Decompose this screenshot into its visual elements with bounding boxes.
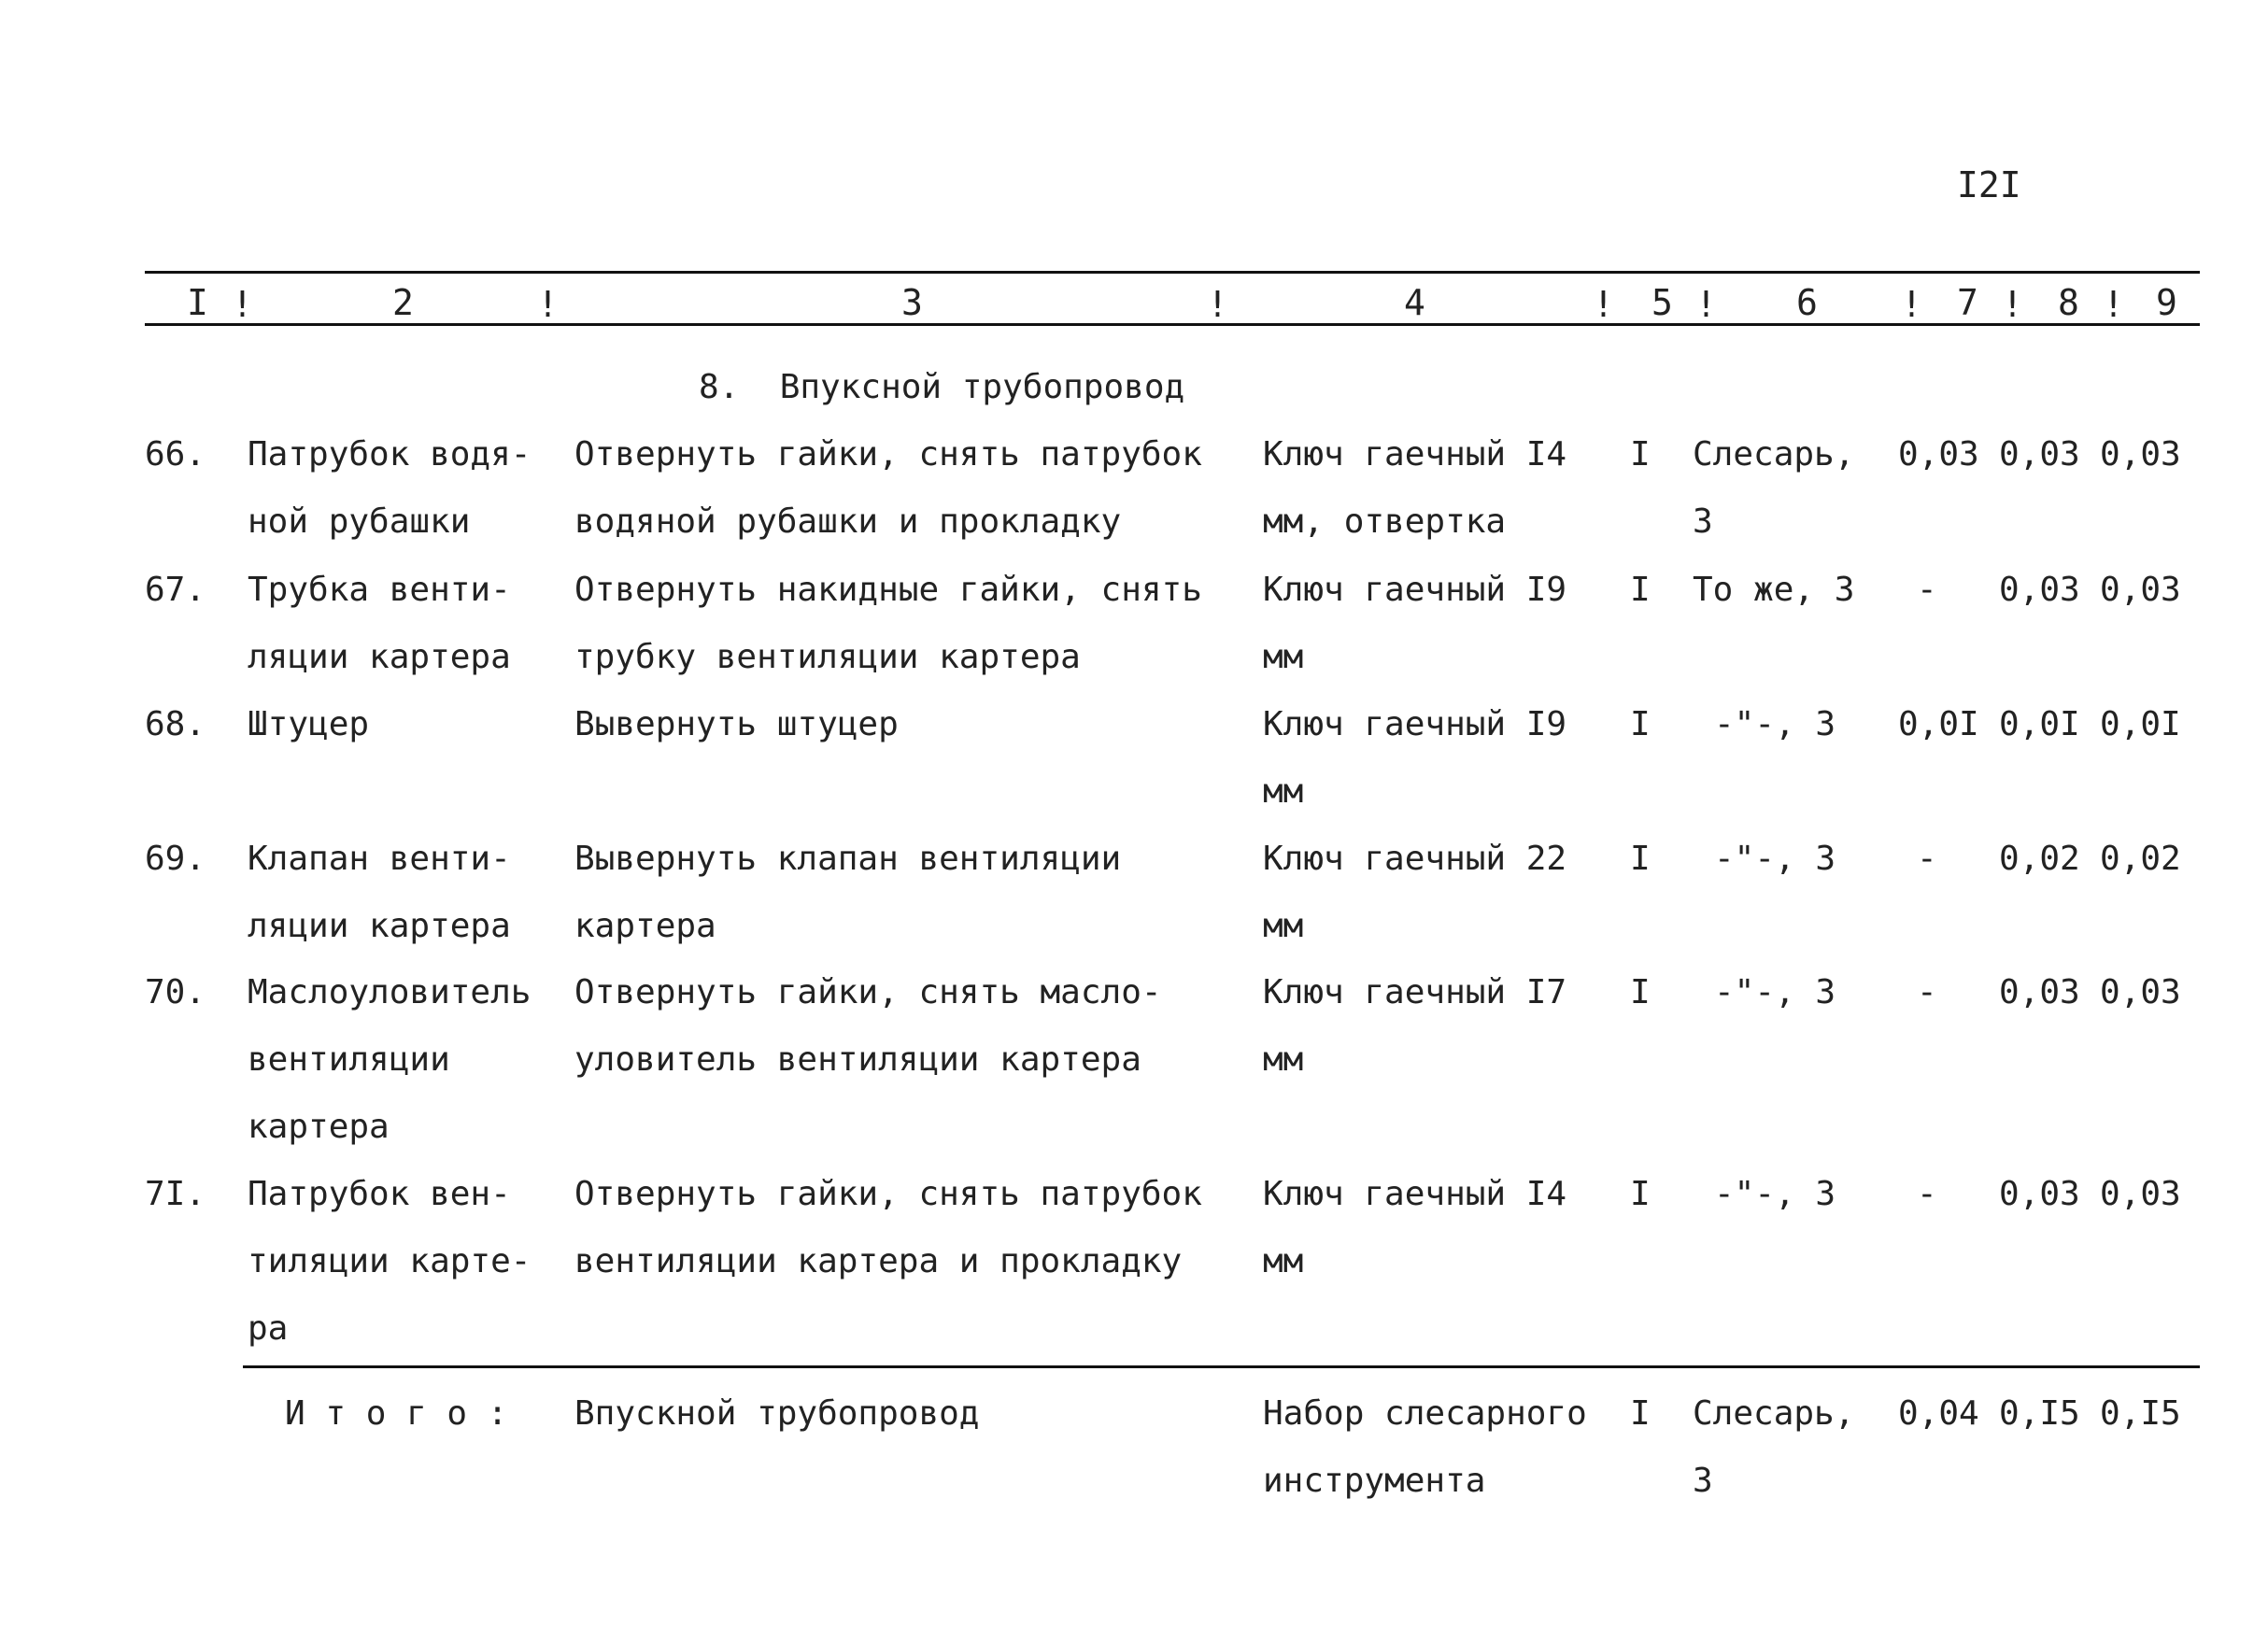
col5-value: I (1630, 1175, 1651, 1213)
row-number: 70. (145, 973, 206, 1011)
tool: Ключ гаечный I4 мм, отвертка (1263, 435, 1567, 541)
col9-value: 0,03 (2100, 571, 2181, 609)
total-operation: Впускной трубопровод (574, 1394, 980, 1433)
header-col-5: 5 (1651, 282, 1673, 323)
col5-value: I (1630, 973, 1651, 1011)
col8-value: 0,0I (1999, 705, 2080, 743)
col5-value: I (1630, 705, 1651, 743)
operation: Отвернуть накидные гайки, снять трубку вентиляции картера (574, 571, 1202, 676)
total-worker: Слесарь, 3 (1693, 1394, 1855, 1500)
col8-value: 0,02 (1999, 840, 2080, 878)
col8-value: 0,03 (1999, 435, 2080, 474)
row-number: 66. (145, 435, 206, 474)
page-number: I2I (1957, 164, 2021, 205)
col7-value: - (1917, 840, 1937, 878)
row-number: 7I. (145, 1175, 206, 1213)
col5-value: I (1630, 435, 1651, 474)
worker: -"-, 3 (1714, 840, 1836, 878)
col7-value: 0,0I (1898, 705, 1979, 743)
total-col9: 0,I5 (2100, 1394, 2181, 1433)
operation: Вывернуть клапан вентиляции картера (574, 840, 1122, 945)
header-separator: ! (1207, 284, 1228, 325)
worker: -"-, 3 (1714, 1175, 1836, 1213)
part-name: Клапан венти- ляции картера (248, 840, 511, 945)
header-col-4: 4 (1404, 282, 1425, 323)
col7-value: - (1917, 571, 1937, 609)
col9-value: 0,03 (2100, 1175, 2181, 1213)
header-col-8: 8 (2058, 282, 2079, 323)
worker: То же, 3 (1693, 571, 1855, 609)
worker: -"-, 3 (1714, 973, 1836, 1011)
header-separator: ! (537, 284, 559, 325)
part-name: Штуцер (248, 705, 370, 743)
col8-value: 0,03 (1999, 1175, 2080, 1213)
part-name: Трубка венти- ляции картера (248, 571, 511, 676)
header-col-6: 6 (1796, 282, 1818, 323)
part-name: Маслоуловитель вентиляции картера (248, 973, 532, 1146)
header-separator: ! (2103, 284, 2124, 325)
total-rule (243, 1365, 2200, 1368)
section-title: 8. Впуксной трубопровод (699, 368, 1185, 406)
header-separator: ! (1593, 284, 1614, 325)
col8-value: 0,03 (1999, 571, 2080, 609)
row-number: 69. (145, 840, 206, 878)
header-col-3: 3 (901, 282, 923, 323)
header-separator: ! (2002, 284, 2023, 325)
tool: Ключ гаечный I4 мм (1263, 1175, 1567, 1280)
total-label: И т о г о : (285, 1394, 508, 1433)
col9-value: 0,03 (2100, 435, 2181, 474)
tool: Ключ гаечный I7 мм (1263, 973, 1567, 1079)
operation: Вывернуть штуцер (574, 705, 899, 743)
total-tool: Набор слесарного инструмента (1263, 1394, 1587, 1500)
col9-value: 0,0I (2100, 705, 2181, 743)
tool: Ключ гаечный I9 мм (1263, 571, 1567, 676)
header-separator: ! (232, 284, 253, 325)
total-col8: 0,I5 (1999, 1394, 2080, 1433)
worker: Слесарь, 3 (1693, 435, 1855, 541)
part-name: Патрубок вен- тиляции карте- ра (248, 1175, 532, 1348)
header-top-rule (145, 271, 2200, 274)
header-bottom-rule (145, 323, 2200, 326)
header-col-7: 7 (1957, 282, 1978, 323)
header-separator: ! (1695, 284, 1717, 325)
part-name: Патрубок водя- ной рубашки (248, 435, 532, 541)
col8-value: 0,03 (1999, 973, 2080, 1011)
tool: Ключ гаечный 22 мм (1263, 840, 1567, 945)
row-number: 68. (145, 705, 206, 743)
total-col5: I (1630, 1394, 1651, 1433)
col9-value: 0,03 (2100, 973, 2181, 1011)
operation: Отвернуть гайки, снять патрубок вентиляции картера и прокладку (574, 1175, 1202, 1280)
operation: Отвернуть гайки, снять патрубок водяной рубашки и прокладку (574, 435, 1202, 541)
operation: Отвернуть гайки, снять масло- уловитель вентиляции картера (574, 973, 1162, 1079)
col7-value: - (1917, 1175, 1937, 1213)
header-col-9: 9 (2156, 282, 2177, 323)
col5-value: I (1630, 840, 1651, 878)
header-col-1: I (187, 282, 208, 323)
worker: -"-, 3 (1714, 705, 1836, 743)
header-separator: ! (1901, 284, 1922, 325)
col7-value: - (1917, 973, 1937, 1011)
tool: Ключ гаечный I9 мм (1263, 705, 1567, 811)
header-col-2: 2 (392, 282, 414, 323)
row-number: 67. (145, 571, 206, 609)
col7-value: 0,03 (1898, 435, 1979, 474)
col5-value: I (1630, 571, 1651, 609)
total-col7: 0,04 (1898, 1394, 1979, 1433)
col9-value: 0,02 (2100, 840, 2181, 878)
